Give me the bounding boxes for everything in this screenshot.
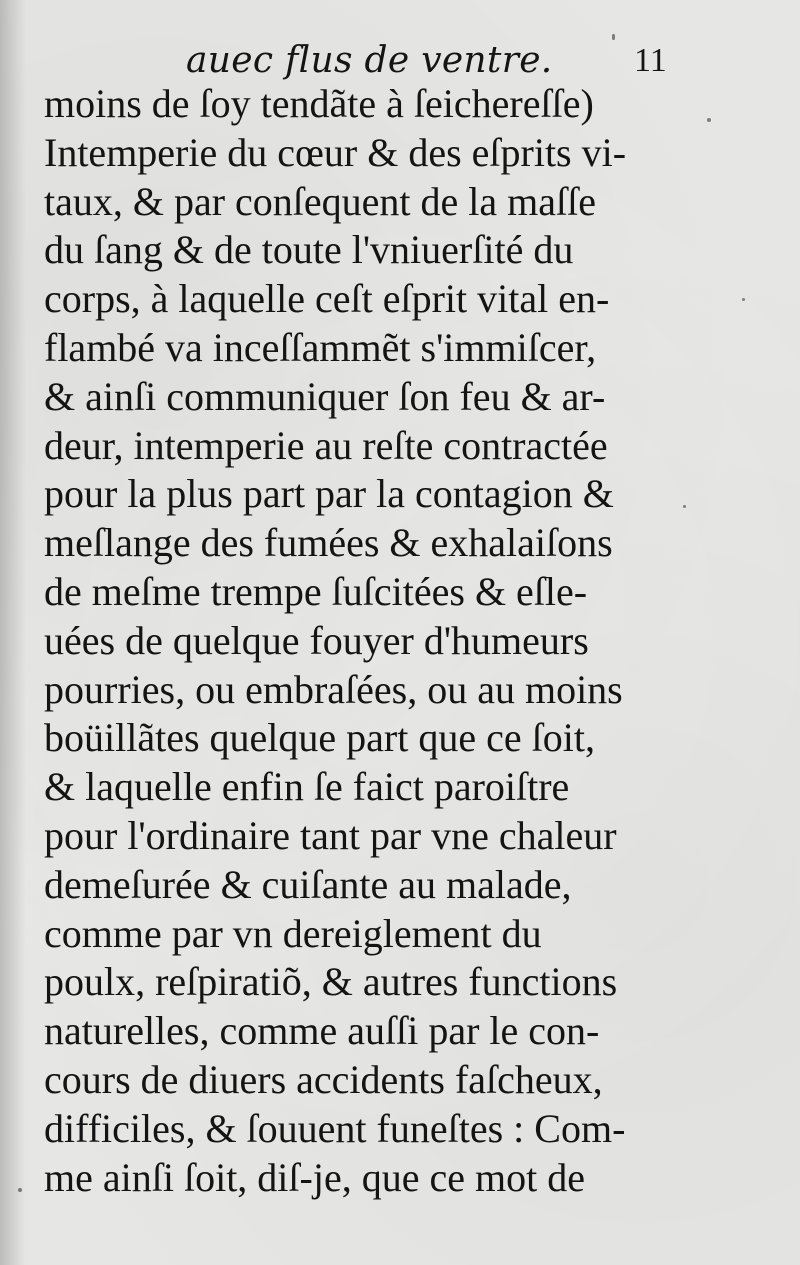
text-line: difficiles, & ſouuent funeſtes : Com- (44, 1105, 626, 1151)
page-gutter-shadow (0, 0, 26, 1265)
text-line: cours de diuers accidents faſcheux, (44, 1056, 603, 1102)
body-text (44, 80, 670, 1202)
text-line: demeſurée & cuiſante au malade, (44, 861, 572, 907)
text-line: du ſang & de toute l'vniuerſité du (44, 227, 574, 273)
page-number: 11 (634, 42, 667, 79)
page-header (0, 38, 800, 86)
paper-speck (707, 118, 711, 122)
text-line: pour l'ordinaire tant par vne chaleur (44, 812, 617, 858)
text-line: pourries, ou embraſées, ou au moins (44, 666, 623, 712)
text-line: deur, intemperie au reſte contractée (44, 422, 608, 468)
text-line: boüillãtes quelque part que ce ſoit, (44, 715, 595, 761)
text-line: poulx, reſpiratiõ, & autres functions (44, 959, 618, 1005)
text-line: pour la plus part par la contagion & (44, 471, 614, 517)
text-line: meſlange des fumées & exhalaiſons (44, 520, 613, 566)
text-line: me ainſi ſoit, diſ-je, que ce mot de (44, 1154, 585, 1200)
text-line: moins de ſoy tendãte à ſeichereſſe) (44, 81, 594, 126)
text-line: de meſme trempe ſuſcitées & eſle- (44, 568, 588, 614)
text-line: corps, à laquelle ceſt eſprit vital en- (44, 276, 610, 322)
paper-speck (742, 298, 745, 301)
text-line: taux, & par conſequent de la maſſe (44, 178, 597, 224)
paper-speck (683, 505, 686, 508)
paper-speck (612, 34, 615, 40)
text-line: & laquelle enfin ſe faict paroiſtre (44, 764, 570, 810)
paper-speck (18, 1188, 22, 1192)
text-line: Intemperie du cœur & des eſprits vi- (44, 129, 627, 175)
text-line: flambé va inceſſammẽt s'immiſcer, (44, 324, 597, 370)
text-line: uées de quelque fouyer d'humeurs (44, 617, 589, 663)
running-head: auec flus de ventre. (186, 40, 553, 81)
text-line: comme par vn dereiglement du (44, 910, 542, 956)
text-line: naturelles, comme auſſi par le con- (44, 1008, 600, 1054)
text-line: & ainſi communiquer ſon feu & ar- (44, 373, 606, 419)
